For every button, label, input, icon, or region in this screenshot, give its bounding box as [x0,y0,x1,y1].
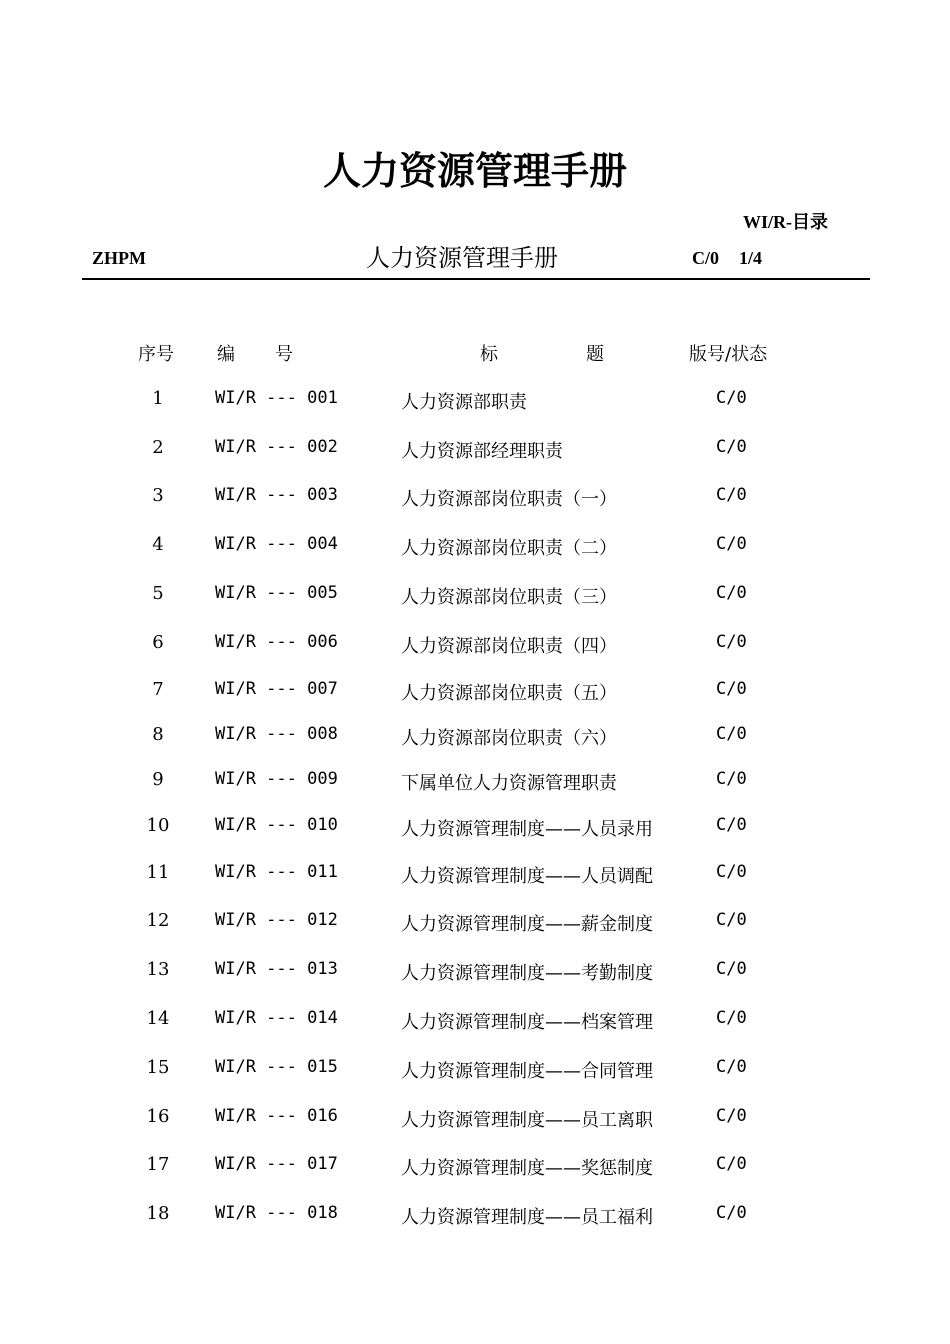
row-seq: 18 [146,1203,170,1224]
row-version: C/0 [716,724,747,744]
row-code: WI/R --- 009 [215,769,338,789]
row-version: C/0 [716,534,747,554]
row-code: WI/R --- 002 [215,437,338,457]
row-version: C/0 [716,769,747,789]
row-seq: 4 [152,534,164,555]
toc-row [0,679,950,709]
row-code: WI/R --- 013 [215,959,338,979]
toc-row [0,534,950,564]
row-seq: 5 [152,583,164,604]
row-version: C/0 [716,1203,747,1223]
row-version: C/0 [716,1057,747,1077]
page-title: 人力资源管理手册 [322,149,627,193]
row-code: WI/R --- 011 [215,862,338,882]
row-seq: 11 [146,862,170,883]
row-version: C/0 [716,815,747,835]
row-seq: 17 [146,1154,170,1175]
row-code: WI/R --- 003 [215,485,338,505]
row-code: WI/R --- 008 [215,724,338,744]
row-title: 人力资源管理制度——合同管理 [401,1061,653,1082]
row-title: 人力资源部经理职责 [401,441,563,462]
toc-row [0,910,950,940]
page-number: 1/4 [739,248,763,268]
row-title: 人力资源部岗位职责（六） [401,728,617,749]
row-seq: 16 [146,1106,170,1127]
row-version: C/0 [716,1008,747,1028]
row-code: WI/R --- 014 [215,1008,338,1028]
row-seq: 8 [152,724,164,745]
row-version: C/0 [716,959,747,979]
row-code: WI/R --- 015 [215,1057,338,1077]
header-title-part-1: 标 [480,344,498,365]
header-code-part-1: 编 [217,344,235,365]
row-title: 人力资源管理制度——考勤制度 [401,963,653,984]
row-code: WI/R --- 010 [215,815,338,835]
row-seq: 10 [146,815,170,836]
document-header [82,238,870,278]
row-title: 人力资源管理制度——档案管理 [401,1012,653,1033]
row-title: 人力资源部岗位职责（五） [401,683,617,704]
toc-row [0,769,950,799]
toc-row [0,1008,950,1038]
row-version: C/0 [716,485,747,505]
row-title: 人力资源部岗位职责（四） [401,636,617,657]
row-code: WI/R --- 005 [215,583,338,603]
company-code: ZHPM [92,248,146,268]
toc-row [0,1057,950,1087]
row-title: 人力资源管理制度——员工福利 [401,1207,653,1228]
header-version: C/0 [692,248,719,268]
row-code: WI/R --- 004 [215,534,338,554]
row-seq: 2 [152,437,164,458]
row-seq: 7 [152,679,164,700]
row-title: 人力资源管理制度——薪金制度 [401,914,653,935]
row-code: WI/R --- 006 [215,632,338,652]
toc-row [0,437,950,467]
row-version: C/0 [716,632,747,652]
row-version: C/0 [716,437,747,457]
row-seq: 3 [152,485,164,506]
row-title: 人力资源管理制度——人员调配 [401,866,653,887]
row-code: WI/R --- 016 [215,1106,338,1126]
row-title: 人力资源管理制度——员工离职 [401,1110,653,1131]
header-title-part-2: 题 [586,344,604,365]
row-title: 人力资源管理制度——人员录用 [401,819,653,840]
row-code: WI/R --- 017 [215,1154,338,1174]
document-code: WI/R-目录 [743,212,828,232]
row-seq: 14 [146,1008,170,1029]
header-code-part-2: 号 [275,344,293,365]
toc-row [0,485,950,515]
row-seq: 12 [146,910,170,931]
row-seq: 9 [152,769,164,790]
row-title: 下属单位人力资源管理职责 [401,773,617,794]
row-code: WI/R --- 018 [215,1203,338,1223]
header-title: 人力资源管理手册 [366,244,558,272]
toc-row [0,1203,950,1233]
row-version: C/0 [716,862,747,882]
toc-row [0,583,950,613]
row-version: C/0 [716,583,747,603]
row-seq: 6 [152,632,164,653]
row-seq: 13 [146,959,170,980]
row-seq: 1 [152,388,164,409]
row-title: 人力资源管理制度——奖惩制度 [401,1158,653,1179]
toc-row [0,959,950,989]
row-code: WI/R --- 007 [215,679,338,699]
row-version: C/0 [716,679,747,699]
row-version: C/0 [716,1154,747,1174]
row-title: 人力资源部职责 [401,392,527,413]
toc-row [0,1106,950,1136]
row-title: 人力资源部岗位职责（三） [401,587,617,608]
toc-row [0,1154,950,1184]
row-code: WI/R --- 001 [215,388,338,408]
toc-row [0,388,950,418]
toc-row [0,815,950,845]
header-version: 版号/状态 [689,344,768,365]
row-seq: 15 [146,1057,170,1078]
row-title: 人力资源部岗位职责（二） [401,538,617,559]
header-seq: 序号 [138,344,174,365]
toc-row [0,632,950,662]
row-title: 人力资源部岗位职责（一） [401,489,617,510]
row-code: WI/R --- 012 [215,910,338,930]
toc-row [0,724,950,754]
row-version: C/0 [716,910,747,930]
row-version: C/0 [716,388,747,408]
toc-row [0,862,950,892]
row-version: C/0 [716,1106,747,1126]
header-divider [82,278,870,280]
